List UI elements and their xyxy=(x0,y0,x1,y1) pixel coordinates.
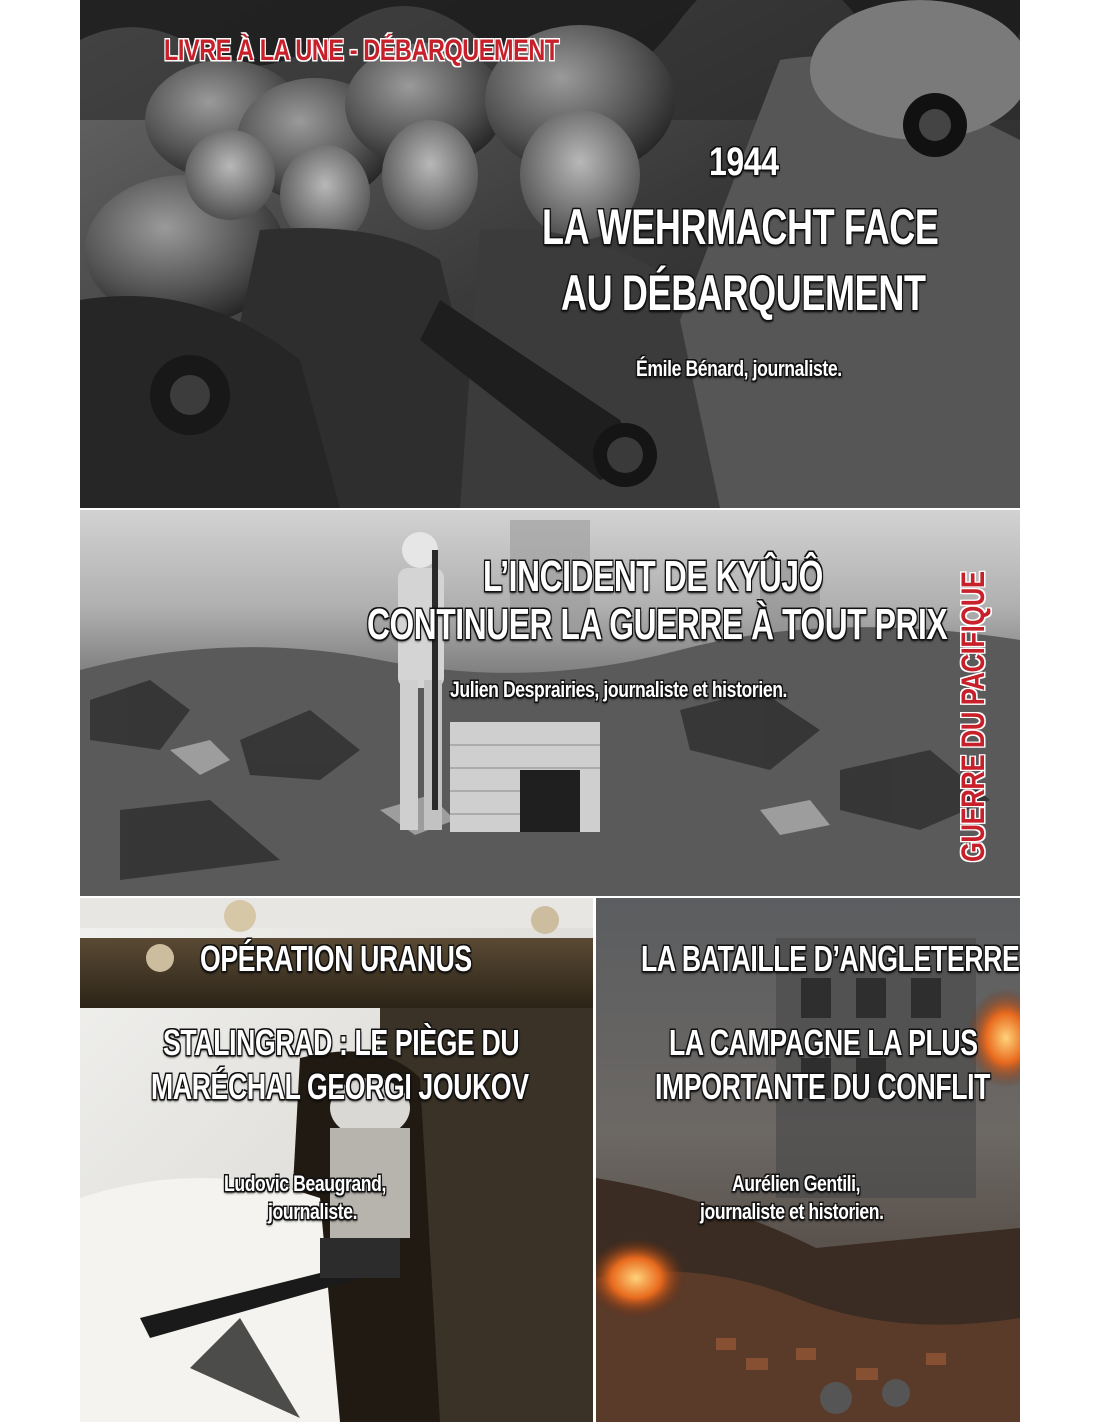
article2-title-line2: CONTINUER LA GUERRE À TOUT PRIX xyxy=(367,600,948,649)
article4-author-line2: journaliste et historien. xyxy=(700,1199,884,1224)
article4-heading: LA BATAILLE D’ANGLETERRE xyxy=(641,938,1020,979)
side-label-pacific: GUERRE DU PACIFIQUE xyxy=(955,571,991,862)
article1-author: Émile Bénard, journaliste. xyxy=(636,356,842,381)
magazine-page xyxy=(80,0,1020,1422)
article4-title-line2: IMPORTANTE DU CONFLIT xyxy=(655,1066,991,1107)
article4-title-line1: LA CAMPAGNE LA PLUS xyxy=(669,1022,978,1063)
panel-wehrmacht xyxy=(80,0,1020,508)
article3-heading: OPÉRATION URANUS xyxy=(200,938,472,979)
article1-title-line1: LA WEHRMACHT FACE xyxy=(542,199,939,255)
article2-title-line1: L’INCIDENT DE KYÛJÔ xyxy=(483,552,823,601)
panel-angleterre xyxy=(596,898,1020,1422)
article2-author: Julien Desprairies, journaliste et historien. xyxy=(450,677,788,702)
article1-year: 1944 xyxy=(709,140,779,184)
article3-title-line1: STALINGRAD : LE PIÈGE DU xyxy=(163,1022,520,1063)
article3-title-line2: MARÉCHAL GEORGI JOUKOV xyxy=(151,1066,529,1107)
article3-author-line2: journaliste. xyxy=(268,1199,358,1224)
article1-title-line2: AU DÉBARQUEMENT xyxy=(561,265,926,321)
panel-kyujo xyxy=(80,510,1020,896)
panel-uranus xyxy=(80,898,593,1422)
article4-author-line1: Aurélien Gentili, xyxy=(732,1171,861,1196)
banner-label: LIVRE À LA UNE - DÉBARQUEMENT xyxy=(164,34,559,67)
article3-author-line1: Ludovic Beaugrand, xyxy=(224,1171,386,1196)
